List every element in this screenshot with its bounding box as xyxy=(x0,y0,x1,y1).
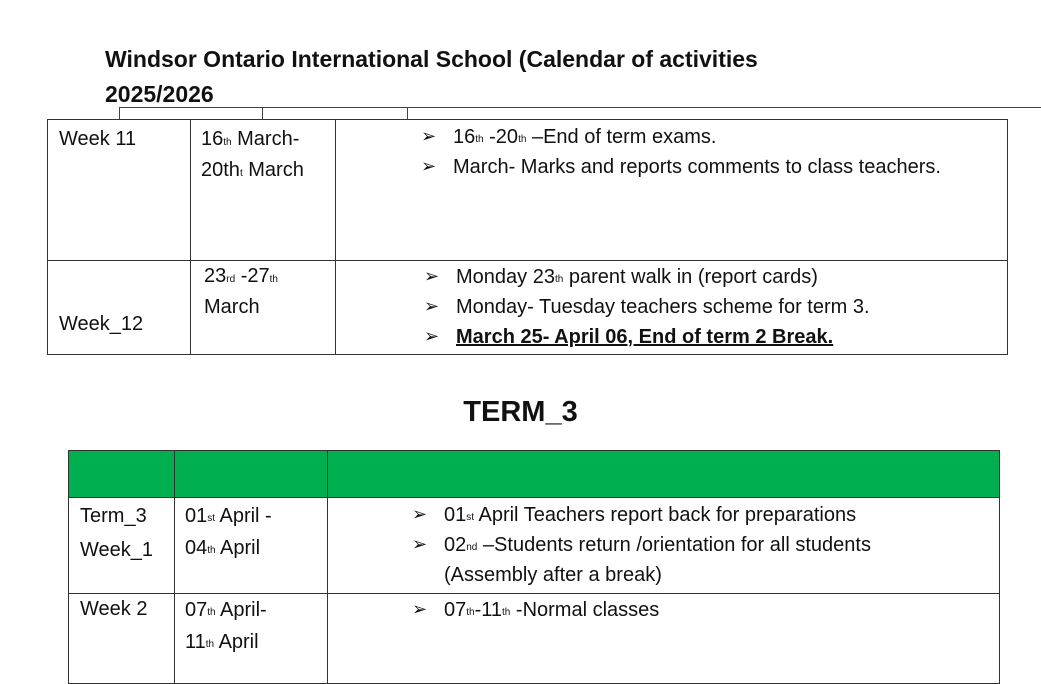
arrow-bullet-icon: ➢ xyxy=(421,126,437,147)
date-number: 07 xyxy=(185,599,208,621)
date-suffix: rd xyxy=(226,274,236,285)
arrow-bullet-icon: ➢ xyxy=(412,504,428,525)
date-suffix: th xyxy=(205,639,215,650)
table-row xyxy=(69,594,1000,684)
week-cell xyxy=(69,498,175,594)
activity-text: Monday- Tuesday teachers scheme for term 3. xyxy=(456,296,870,318)
date-text: -27 xyxy=(235,265,270,287)
activity-text: 01 xyxy=(444,504,467,526)
dates-line xyxy=(185,626,327,658)
table-row xyxy=(69,498,1000,594)
activities-cell xyxy=(336,261,1008,355)
dates-line xyxy=(185,594,327,626)
term2-calendar-table xyxy=(47,119,1008,355)
list-item xyxy=(424,262,987,292)
activity-text: -11 xyxy=(474,599,503,621)
header-cell xyxy=(69,451,175,498)
table-row xyxy=(48,261,1008,355)
arrow-bullet-icon: ➢ xyxy=(412,599,428,620)
header-cell xyxy=(175,451,328,498)
date-suffix: th xyxy=(475,134,484,145)
date-number: 11 xyxy=(185,631,206,653)
arrow-bullet-icon: ➢ xyxy=(424,296,440,317)
date-text: April- xyxy=(215,599,267,621)
header-cell xyxy=(328,451,1000,498)
activity-text: parent walk in (report cards) xyxy=(563,266,818,288)
dates-line xyxy=(201,155,335,186)
arrow-bullet-icon: ➢ xyxy=(412,534,428,555)
date-text: April xyxy=(214,631,259,653)
week-cell xyxy=(48,261,191,355)
date-suffix: t xyxy=(239,168,243,179)
decorative-rule xyxy=(407,107,408,119)
week-label: Week 11 xyxy=(59,128,137,150)
activities-list xyxy=(424,262,987,352)
date-suffix: th xyxy=(269,274,278,285)
activities-cell xyxy=(336,120,1008,261)
date-text: April xyxy=(215,537,261,559)
dates-line xyxy=(201,124,335,155)
activities-list xyxy=(412,500,969,590)
title-line-1: Windsor Ontario International School (Calendar of activities xyxy=(105,46,758,72)
date-suffix: st xyxy=(466,512,475,523)
activity-text: Monday 23 xyxy=(456,266,555,288)
date-text: April - xyxy=(215,505,272,527)
date-suffix: st xyxy=(207,513,216,524)
list-item xyxy=(412,595,969,625)
date-number: 23 xyxy=(204,265,227,287)
dates-line xyxy=(185,500,327,532)
activity-text: –End of term exams. xyxy=(526,126,717,148)
week-label: Week 2 xyxy=(80,598,148,620)
date-suffix: th xyxy=(223,137,232,148)
week-label: Term_3 xyxy=(80,505,147,527)
activities-list xyxy=(412,595,969,625)
term3-heading: TERM_3 xyxy=(463,396,578,428)
title-line-2: 2025/2026 xyxy=(105,81,214,107)
table-header-row xyxy=(69,451,1000,498)
dates-cell xyxy=(191,261,336,355)
date-suffix: nd xyxy=(466,542,478,553)
week-cell xyxy=(69,594,175,684)
activities-list xyxy=(421,122,967,182)
date-suffix: th xyxy=(518,134,527,145)
decorative-rule xyxy=(262,107,263,119)
arrow-bullet-icon: ➢ xyxy=(424,326,440,347)
dates-cell xyxy=(175,498,328,594)
week-label: Week_12 xyxy=(59,313,144,335)
date-suffix: th xyxy=(554,274,564,285)
dates-cell xyxy=(175,594,328,684)
date-number: 16 xyxy=(201,128,224,150)
arrow-bullet-icon: ➢ xyxy=(424,266,440,287)
dates-line: March xyxy=(204,296,260,318)
arrow-bullet-icon: ➢ xyxy=(421,156,437,177)
date-suffix: th xyxy=(502,607,511,618)
date-suffix: th xyxy=(466,607,475,618)
activity-text: March- Marks and reports comments to class teachers. xyxy=(453,156,941,178)
activity-text: 07 xyxy=(444,599,467,621)
list-item xyxy=(412,500,969,530)
week-label: Week_1 xyxy=(80,539,154,561)
week-cell xyxy=(48,120,191,261)
list-item xyxy=(421,152,967,182)
date-number: 01 xyxy=(185,505,208,527)
activity-text: 16 xyxy=(453,126,476,148)
list-item xyxy=(424,322,987,352)
activity-text-emphasis: March 25- April 06, End of term 2 Break. xyxy=(456,326,834,348)
activity-text: -Normal classes xyxy=(510,599,660,621)
dates-line xyxy=(185,532,327,564)
date-text: March xyxy=(242,159,304,181)
date-number: 04 xyxy=(185,537,208,559)
list-item xyxy=(412,530,969,590)
term3-calendar-table xyxy=(68,450,1000,684)
document-title xyxy=(105,42,865,112)
decorative-rule xyxy=(119,107,1041,108)
date-suffix: th xyxy=(207,545,216,556)
list-item xyxy=(421,122,967,152)
activities-cell xyxy=(328,594,1000,684)
date-number: 20th xyxy=(201,159,240,181)
activity-text: 02 xyxy=(444,534,467,556)
activities-cell xyxy=(328,498,1000,594)
activity-text: –Students return /orientation for all students (Assembly after a break) xyxy=(444,534,871,586)
dates-cell xyxy=(191,120,336,261)
activity-text: -20 xyxy=(483,126,519,148)
dates-line xyxy=(204,261,335,292)
date-text: March- xyxy=(231,128,300,150)
activity-text: April Teachers report back for preparations xyxy=(474,504,857,526)
date-suffix: th xyxy=(207,607,216,618)
list-item xyxy=(424,292,987,322)
table-row xyxy=(48,120,1008,261)
decorative-rule xyxy=(119,107,120,119)
